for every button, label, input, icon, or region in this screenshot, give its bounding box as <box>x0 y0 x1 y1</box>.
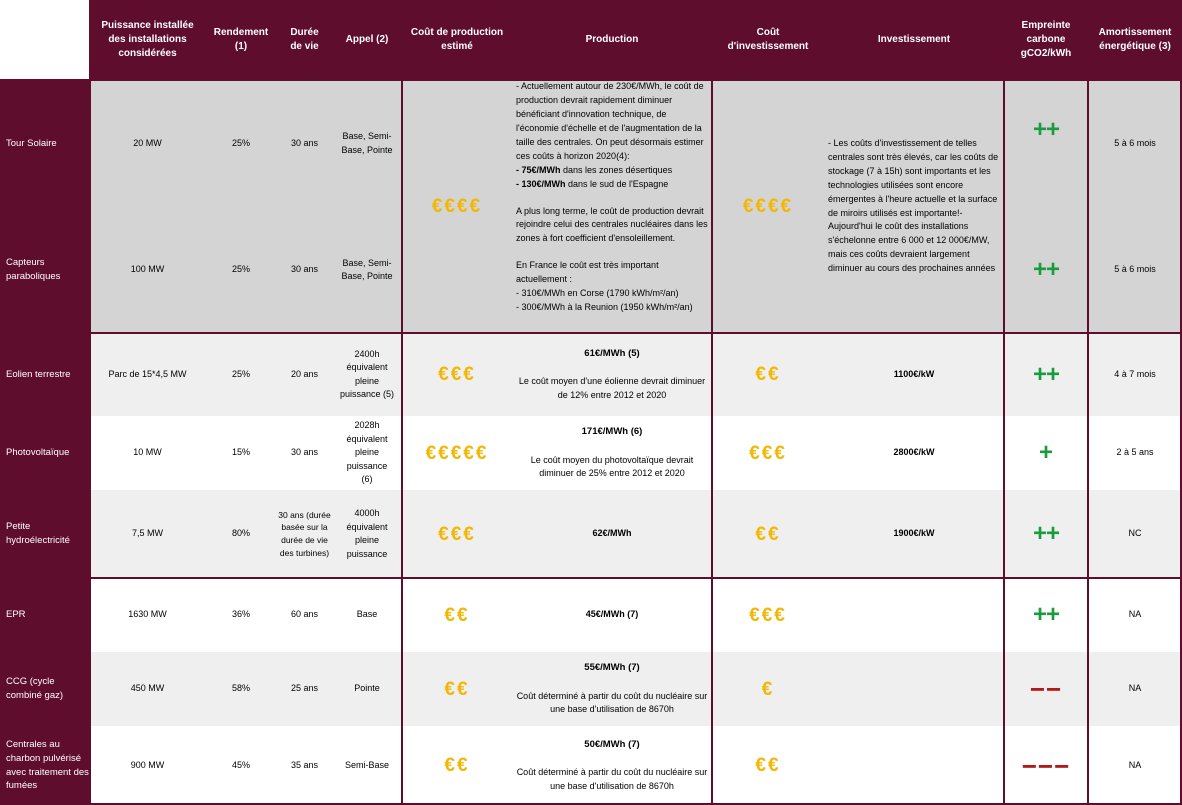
production-note: Le coût moyen du photovoltaïque devrait diminuer de 25% entre 2012 et 2020 <box>530 454 694 479</box>
production-value: 171€/MWh (6) <box>581 426 643 438</box>
cell-duree: 30 ans <box>277 207 332 333</box>
grid-line <box>89 0 91 805</box>
header-empreinte: Empreinte carbone gCO2/kWh <box>1004 0 1088 80</box>
cell-amortissement: NA <box>1088 652 1182 726</box>
euro-icon: €€€€ <box>742 196 794 217</box>
cell-empreinte <box>1004 578 1088 652</box>
header-puissance: Puissance installée des installations considérées <box>90 0 205 80</box>
header-appel: Appel (2) <box>332 0 402 80</box>
cell-rendement: 36% <box>205 578 277 652</box>
production-note: Coût déterminé à partir du coût du nucléaire sur une base d'utilisation de 8670h <box>516 767 708 791</box>
production-bullet: - 75€/MWh dans les zones désertiques <box>516 164 673 175</box>
production-paragraph: A plus long terme, le coût de production devrait rejoindre celui des centrales nucléaires dans les zones à fort coefficient d'ensoleillement. <box>516 205 708 244</box>
carbon-plus-icon: ++ <box>1032 601 1060 628</box>
cell-investissement <box>824 726 1004 805</box>
header-rendement: Rendement (1) <box>205 0 277 80</box>
cell-cout-investissement <box>712 652 824 726</box>
cell-duree: 30 ans (durée basée sur la durée de vie des turbines) <box>277 490 332 578</box>
euro-icon: €€€€€ <box>425 442 489 464</box>
row-label-ccg: CCG (cycle combiné gaz) <box>0 652 90 726</box>
cell-empreinte <box>1004 726 1088 805</box>
cell-puissance: 20 MW <box>90 80 205 207</box>
grid-line <box>711 80 713 805</box>
cell-production <box>512 416 712 490</box>
euro-icon: €€€ <box>749 604 787 626</box>
cell-puissance: 450 MW <box>90 652 205 726</box>
cell-cout-investissement <box>712 416 824 490</box>
euro-icon: € <box>761 678 775 700</box>
cell-production <box>512 726 712 805</box>
euro-icon: €€€ <box>438 523 476 545</box>
cell-appel: Base <box>332 578 402 652</box>
cell-empreinte <box>1004 490 1088 578</box>
cell-puissance: 7,5 MW <box>90 490 205 578</box>
euro-icon: €€ <box>444 755 470 776</box>
production-paragraph: - Actuellement autour de 230€/MWh, le coût de production devrait rapidement diminuer bénéficiant d'innovation technique, de l'économie d'échelle et de l'augmentation de la taille des centrales. On peut désormais estimer ces coûts à horizon 2020(4): <box>516 81 704 161</box>
cell-amortissement: 5 à 6 mois <box>1088 80 1182 207</box>
cell-production: 62€/MWh <box>512 490 712 578</box>
grid-line <box>1087 80 1089 805</box>
euro-icon: €€ <box>755 523 781 545</box>
row-label-tour-solaire: Tour Solaire <box>0 80 90 207</box>
production-paragraph: En France le coût est très important actuellement : <box>516 260 659 285</box>
carbon-plus-icon: ++ <box>1032 116 1060 143</box>
euro-icon: €€ <box>755 755 781 776</box>
cell-cout-investissement <box>712 578 824 652</box>
cell-investissement <box>824 652 1004 726</box>
cell-appel: Base, Semi-Base, Pointe <box>332 80 402 207</box>
cell-investissement: 2800€/kW <box>824 416 1004 490</box>
euro-icon: €€€ <box>749 442 787 464</box>
cell-cout-production <box>402 726 512 805</box>
euro-icon: €€ <box>444 678 470 700</box>
cell-duree: 30 ans <box>277 416 332 490</box>
cell-rendement: 58% <box>205 652 277 726</box>
cell-puissance: 1630 MW <box>90 578 205 652</box>
grid-line <box>0 79 1182 81</box>
carbon-plus-icon: ++ <box>1032 256 1060 283</box>
production-bullet: - 130€/MWh dans le sud de l'Espagne <box>516 178 669 189</box>
cell-empreinte <box>1004 220 1088 320</box>
row-label-capteurs: Capteurs paraboliques <box>0 207 90 333</box>
cell-appel: Pointe <box>332 652 402 726</box>
grid-line <box>401 80 403 805</box>
euro-icon: €€€€ <box>431 196 483 217</box>
header-investissement: Investissement <box>824 0 1004 80</box>
cell-cout-production <box>402 652 512 726</box>
cell-empreinte <box>1004 333 1088 416</box>
cell-appel: 2028h équivalent pleine puissance (6) <box>332 416 402 490</box>
cell-puissance: 10 MW <box>90 416 205 490</box>
cell-cout-production <box>402 578 512 652</box>
production-value: 50€/MWh (7) <box>584 738 640 750</box>
row-label-charbon: Centrales au charbon pulvérisé avec traitement des fumées <box>0 726 90 805</box>
production-bullet: - 310€/MWh en Corse (1790 kWh/m²/an) <box>516 288 679 299</box>
carbon-minus-icon: −−− <box>1021 750 1071 781</box>
production-note: Coût déterminé à partir du coût du nucléaire sur une base d'utilisation de 8670h <box>516 690 708 715</box>
row-label-eolien: Eolien terrestre <box>0 333 90 416</box>
carbon-minus-icon: −− <box>1029 674 1063 704</box>
header-amortissement: Amortissement énergétique (3) <box>1088 0 1182 80</box>
carbon-plus-icon: ++ <box>1032 520 1060 547</box>
cell-duree: 60 ans <box>277 578 332 652</box>
cell-rendement: 25% <box>205 80 277 207</box>
cell-production <box>512 652 712 726</box>
cell-amortissement: NA <box>1088 726 1182 805</box>
grid-line <box>1003 80 1005 805</box>
cell-amortissement: 2 à 5 ans <box>1088 416 1182 490</box>
cell-cout-production <box>402 490 512 578</box>
cell-appel: Base, Semi-Base, Pointe <box>332 207 402 333</box>
header-cout-production: Coût de production estimé <box>402 0 512 80</box>
cell-amortissement: 4 à 7 mois <box>1088 333 1182 416</box>
cell-production <box>512 333 712 416</box>
carbon-plus-icon: + <box>1038 439 1053 466</box>
cell-rendement: 45% <box>205 726 277 805</box>
carbon-plus-icon: ++ <box>1032 360 1060 388</box>
grid-line <box>0 332 1182 334</box>
cell-investissement-solar: - Les coûts d'investissement de telles centrales sont très élevés, car les coûts de stockage (7 à 15h) sont importants et les technologies utilisées sont encore émergentes à l'heure actuelle et la surface de miroirs utilisés est importante!- Aujourd'hui le coût des installations s'échelonne entre 6 000 et 12 000€/MW, mais ces coûts devraient largement diminuer au cours des prochaines années <box>824 80 1004 333</box>
cell-duree: 20 ans <box>277 333 332 416</box>
cell-appel: 4000h équivalent pleine puissance <box>332 490 402 578</box>
cell-rendement: 25% <box>205 207 277 333</box>
cell-appel: Semi-Base <box>332 726 402 805</box>
cell-cout-production <box>402 416 512 490</box>
cell-duree: 25 ans <box>277 652 332 726</box>
cell-puissance: 100 MW <box>90 207 205 333</box>
grid-line <box>0 577 1182 579</box>
cell-rendement: 25% <box>205 333 277 416</box>
cell-duree: 35 ans <box>277 726 332 805</box>
row-label-hydro: Petite hydroélectricité <box>0 490 90 578</box>
production-value: 55€/MWh (7) <box>584 662 640 674</box>
header-duree: Durée de vie <box>277 0 332 80</box>
cell-puissance: Parc de 15*4,5 MW <box>90 333 205 416</box>
production-value: 61€/MWh (5) <box>584 347 640 359</box>
cell-cout-investissement <box>712 80 824 333</box>
production-note: Le coût moyen d'une éolienne devrait diminuer de 12% entre 2012 et 2020 <box>518 376 706 400</box>
cell-cout-investissement <box>712 726 824 805</box>
cell-investissement <box>824 578 1004 652</box>
cell-investissement: 1100€/kW <box>824 333 1004 416</box>
cell-amortissement: NC <box>1088 490 1182 578</box>
cell-appel: 2400h équivalent pleine puissance (5) <box>332 333 402 416</box>
cell-cout-production <box>402 80 512 333</box>
cell-investissement: 1900€/kW <box>824 490 1004 578</box>
cell-empreinte <box>1004 80 1088 180</box>
header-corner <box>0 0 90 80</box>
header-cout-investissement: Coût d'investissement <box>712 0 824 80</box>
cell-rendement: 80% <box>205 490 277 578</box>
cell-duree: 30 ans <box>277 80 332 207</box>
cell-cout-production <box>402 333 512 416</box>
production-bullet: - 300€/MWh à la Reunion (1950 kWh/m²/an) <box>516 302 693 313</box>
cell-amortissement: NA <box>1088 578 1182 652</box>
row-label-epr: EPR <box>0 578 90 652</box>
cell-puissance: 900 MW <box>90 726 205 805</box>
euro-icon: €€€ <box>438 364 476 385</box>
cell-cout-investissement <box>712 490 824 578</box>
header-production: Production <box>512 0 712 80</box>
cell-production: 45€/MWh (7) <box>512 578 712 652</box>
row-label-photovoltaique: Photovoltaïque <box>0 416 90 490</box>
cell-empreinte <box>1004 652 1088 726</box>
cell-production-solar <box>512 80 712 333</box>
euro-icon: €€ <box>444 604 470 626</box>
euro-icon: €€ <box>755 364 781 385</box>
cell-amortissement: 5 à 6 mois <box>1088 207 1182 333</box>
cell-empreinte <box>1004 416 1088 490</box>
cell-rendement: 15% <box>205 416 277 490</box>
cell-cout-investissement <box>712 333 824 416</box>
